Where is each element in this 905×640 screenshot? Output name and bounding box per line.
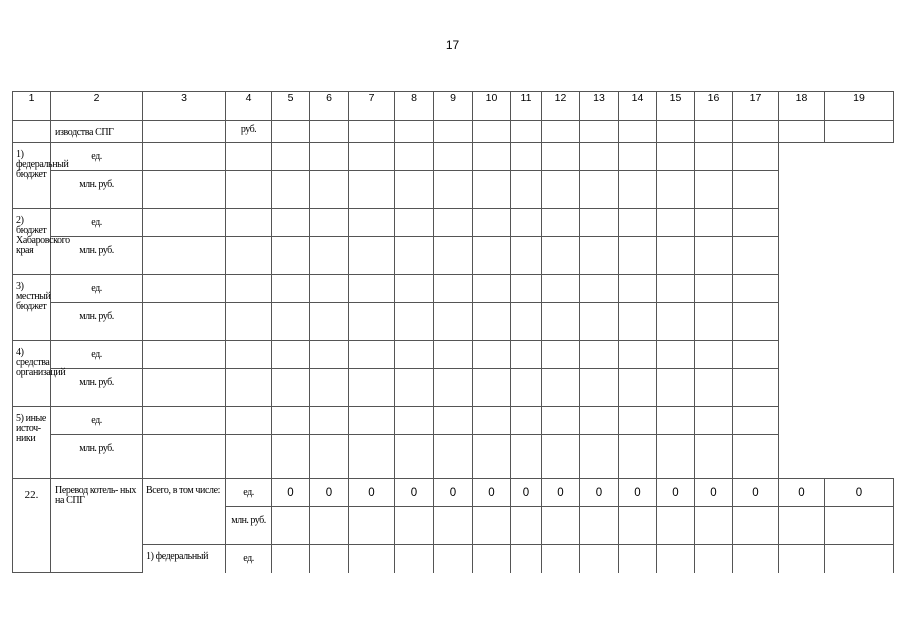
value-cell bbox=[779, 507, 825, 545]
column-header: 8 bbox=[395, 92, 434, 121]
value-cell bbox=[657, 303, 695, 341]
value-cell bbox=[733, 209, 779, 237]
unit-count: ед. bbox=[51, 275, 143, 303]
value-cell bbox=[434, 143, 473, 171]
value-cell bbox=[825, 121, 894, 143]
value-cell bbox=[272, 369, 310, 407]
value-cell bbox=[272, 143, 310, 171]
value-cell bbox=[226, 407, 272, 435]
value-cell bbox=[473, 237, 511, 275]
value-cell bbox=[511, 435, 542, 479]
value-cell bbox=[395, 121, 434, 143]
value-cell bbox=[657, 143, 695, 171]
column-header: 13 bbox=[580, 92, 619, 121]
value-cell bbox=[657, 275, 695, 303]
value-cell bbox=[349, 369, 395, 407]
value-cell bbox=[272, 121, 310, 143]
column-header: 11 bbox=[511, 92, 542, 121]
value-cell bbox=[473, 303, 511, 341]
value-cell: 0 bbox=[580, 479, 619, 507]
value-cell bbox=[226, 303, 272, 341]
unit-money: млн. руб. bbox=[226, 507, 272, 545]
value-cell bbox=[349, 171, 395, 209]
value-cell: 0 bbox=[511, 479, 542, 507]
value-cell bbox=[580, 341, 619, 369]
value-cell bbox=[580, 545, 619, 573]
value-cell bbox=[733, 435, 779, 479]
value-cell bbox=[272, 303, 310, 341]
column-header: 12 bbox=[542, 92, 580, 121]
value-cell bbox=[511, 545, 542, 573]
value-cell bbox=[143, 171, 226, 209]
value-cell bbox=[434, 237, 473, 275]
value-cell bbox=[349, 209, 395, 237]
unit-count: ед. bbox=[226, 479, 272, 507]
value-cell bbox=[272, 507, 310, 545]
value-cell bbox=[542, 507, 580, 545]
funding-source-label: 3) местный бюджет bbox=[13, 275, 51, 341]
value-cell bbox=[395, 237, 434, 275]
value-cell bbox=[695, 143, 733, 171]
column-header: 2 bbox=[51, 92, 143, 121]
value-cell bbox=[434, 209, 473, 237]
value-cell bbox=[473, 545, 511, 573]
value-cell bbox=[511, 237, 542, 275]
value-cell bbox=[542, 237, 580, 275]
value-cell bbox=[619, 303, 657, 341]
value-cell bbox=[542, 407, 580, 435]
value-cell bbox=[143, 435, 226, 479]
value-cell bbox=[349, 407, 395, 435]
value-cell bbox=[143, 369, 226, 407]
value-cell bbox=[511, 121, 542, 143]
value-cell bbox=[733, 369, 779, 407]
column-header: 7 bbox=[349, 92, 395, 121]
value-cell bbox=[733, 507, 779, 545]
funding-source-label: 1) федеральный бюджет bbox=[13, 143, 51, 209]
value-cell bbox=[619, 407, 657, 435]
value-cell bbox=[657, 341, 695, 369]
column-header: 6 bbox=[310, 92, 349, 121]
value-cell bbox=[825, 545, 894, 573]
value-cell bbox=[619, 209, 657, 237]
value-cell bbox=[395, 507, 434, 545]
value-cell bbox=[143, 237, 226, 275]
value-cell bbox=[473, 507, 511, 545]
value-cell bbox=[310, 369, 349, 407]
value-cell bbox=[657, 237, 695, 275]
value-cell bbox=[619, 435, 657, 479]
column-header: 14 bbox=[619, 92, 657, 121]
unit-count: ед. bbox=[226, 545, 272, 573]
value-cell bbox=[395, 275, 434, 303]
value-cell bbox=[657, 407, 695, 435]
value-cell bbox=[580, 303, 619, 341]
value-cell bbox=[349, 237, 395, 275]
value-cell bbox=[349, 341, 395, 369]
value-cell bbox=[542, 341, 580, 369]
value-cell: 0 bbox=[473, 479, 511, 507]
value-cell bbox=[143, 143, 226, 171]
value-cell bbox=[310, 121, 349, 143]
value-cell bbox=[143, 209, 226, 237]
value-cell bbox=[733, 237, 779, 275]
value-cell bbox=[473, 407, 511, 435]
value-cell bbox=[542, 275, 580, 303]
value-cell bbox=[580, 209, 619, 237]
column-header: 16 bbox=[695, 92, 733, 121]
unit-money: млн. руб. bbox=[51, 303, 143, 341]
unit-money: млн. руб. bbox=[51, 171, 143, 209]
value-cell bbox=[143, 275, 226, 303]
value-cell bbox=[511, 275, 542, 303]
value-cell bbox=[434, 369, 473, 407]
value-cell bbox=[434, 303, 473, 341]
value-cell bbox=[473, 435, 511, 479]
column-header: 17 bbox=[733, 92, 779, 121]
value-cell bbox=[395, 435, 434, 479]
unit-count: ед. bbox=[51, 209, 143, 237]
value-cell bbox=[226, 143, 272, 171]
value-cell: 0 bbox=[542, 479, 580, 507]
value-cell bbox=[580, 237, 619, 275]
value-cell bbox=[349, 275, 395, 303]
value-cell: 0 bbox=[310, 479, 349, 507]
value-cell bbox=[226, 171, 272, 209]
value-cell bbox=[695, 507, 733, 545]
value-cell bbox=[733, 275, 779, 303]
value-cell bbox=[310, 303, 349, 341]
column-header: 9 bbox=[434, 92, 473, 121]
value-cell bbox=[473, 121, 511, 143]
value-cell bbox=[434, 407, 473, 435]
value-cell bbox=[695, 303, 733, 341]
value-cell bbox=[657, 209, 695, 237]
value-cell: 0 bbox=[395, 479, 434, 507]
value-cell bbox=[695, 209, 733, 237]
value-cell bbox=[511, 407, 542, 435]
value-cell bbox=[511, 303, 542, 341]
value-cell bbox=[619, 171, 657, 209]
value-cell bbox=[473, 369, 511, 407]
value-cell bbox=[695, 275, 733, 303]
value-cell bbox=[272, 435, 310, 479]
value-cell bbox=[395, 369, 434, 407]
value-cell bbox=[395, 545, 434, 573]
value-cell bbox=[473, 275, 511, 303]
value-cell bbox=[580, 435, 619, 479]
value-cell bbox=[619, 143, 657, 171]
value-cell bbox=[395, 143, 434, 171]
value-cell bbox=[395, 407, 434, 435]
value-cell: 0 bbox=[695, 479, 733, 507]
column-header: 5 bbox=[272, 92, 310, 121]
value-cell bbox=[473, 209, 511, 237]
value-cell bbox=[226, 435, 272, 479]
value-cell bbox=[226, 275, 272, 303]
value-cell bbox=[349, 435, 395, 479]
value-cell bbox=[580, 407, 619, 435]
value-cell bbox=[272, 341, 310, 369]
value-cell bbox=[695, 407, 733, 435]
header-row bbox=[13, 92, 894, 121]
value-cell bbox=[619, 275, 657, 303]
value-cell bbox=[580, 275, 619, 303]
value-cell bbox=[542, 209, 580, 237]
value-cell bbox=[310, 275, 349, 303]
value-cell bbox=[695, 121, 733, 143]
value-cell bbox=[619, 121, 657, 143]
value-cell bbox=[226, 369, 272, 407]
value-cell bbox=[272, 275, 310, 303]
value-cell bbox=[272, 545, 310, 573]
value-cell bbox=[542, 121, 580, 143]
value-cell: 0 bbox=[619, 479, 657, 507]
value-cell bbox=[657, 507, 695, 545]
value-cell bbox=[580, 121, 619, 143]
value-cell bbox=[825, 507, 894, 545]
value-cell bbox=[695, 435, 733, 479]
value-cell bbox=[580, 143, 619, 171]
value-cell bbox=[434, 507, 473, 545]
value-cell bbox=[657, 369, 695, 407]
funding-source-label: 4) средства организаций bbox=[13, 341, 51, 407]
value-cell bbox=[143, 407, 226, 435]
value-cell: 0 bbox=[657, 479, 695, 507]
value-cell bbox=[473, 143, 511, 171]
value-cell bbox=[619, 545, 657, 573]
funding-source-label: 2) бюджет Хабаровского края bbox=[13, 209, 51, 275]
program-table bbox=[12, 91, 894, 573]
value-cell bbox=[310, 171, 349, 209]
column-header: 3 bbox=[143, 92, 226, 121]
column-header: 10 bbox=[473, 92, 511, 121]
value-cell bbox=[580, 171, 619, 209]
value-cell bbox=[733, 407, 779, 435]
unit-money: млн. руб. bbox=[51, 237, 143, 275]
value-cell bbox=[395, 341, 434, 369]
value-cell bbox=[733, 143, 779, 171]
value-cell bbox=[143, 303, 226, 341]
funding-source-label: 1) федеральный bbox=[143, 545, 226, 573]
value-cell bbox=[272, 407, 310, 435]
value-cell bbox=[434, 171, 473, 209]
value-cell bbox=[695, 237, 733, 275]
value-cell bbox=[733, 545, 779, 573]
measure-name: Перевод котель- ных на СПГ bbox=[51, 479, 143, 573]
value-cell: 0 bbox=[434, 479, 473, 507]
value-cell bbox=[310, 237, 349, 275]
value-cell bbox=[542, 435, 580, 479]
value-cell bbox=[657, 545, 695, 573]
value-cell bbox=[542, 369, 580, 407]
value-cell: 0 bbox=[349, 479, 395, 507]
value-cell bbox=[733, 303, 779, 341]
value-cell bbox=[310, 341, 349, 369]
unit-count: ед. bbox=[51, 341, 143, 369]
value-cell bbox=[619, 369, 657, 407]
value-cell bbox=[511, 143, 542, 171]
value-cell bbox=[657, 171, 695, 209]
value-cell bbox=[395, 209, 434, 237]
value-cell bbox=[143, 341, 226, 369]
value-cell bbox=[619, 237, 657, 275]
value-cell bbox=[619, 341, 657, 369]
value-cell bbox=[310, 545, 349, 573]
value-cell bbox=[310, 435, 349, 479]
value-cell bbox=[733, 171, 779, 209]
value-cell bbox=[542, 171, 580, 209]
column-header: 15 bbox=[657, 92, 695, 121]
value-cell bbox=[310, 209, 349, 237]
value-cell bbox=[434, 341, 473, 369]
value-cell bbox=[657, 435, 695, 479]
row-number: 22. bbox=[13, 479, 51, 573]
value-cell: 0 bbox=[272, 479, 310, 507]
value-cell: 0 bbox=[825, 479, 894, 507]
value-cell bbox=[226, 341, 272, 369]
value-cell bbox=[272, 209, 310, 237]
value-cell bbox=[779, 121, 825, 143]
value-cell bbox=[511, 171, 542, 209]
value-cell bbox=[310, 507, 349, 545]
column-header: 1 bbox=[13, 92, 51, 121]
value-cell bbox=[542, 143, 580, 171]
unit-count: ед. bbox=[51, 407, 143, 435]
value-cell bbox=[434, 275, 473, 303]
value-cell bbox=[349, 121, 395, 143]
source-cell bbox=[143, 121, 226, 143]
value-cell bbox=[226, 209, 272, 237]
value-cell bbox=[349, 143, 395, 171]
value-cell bbox=[434, 435, 473, 479]
row-number-cell bbox=[13, 121, 51, 143]
value-cell bbox=[657, 121, 695, 143]
value-cell bbox=[733, 341, 779, 369]
value-cell bbox=[473, 171, 511, 209]
unit-count: ед. bbox=[51, 143, 143, 171]
value-cell bbox=[511, 369, 542, 407]
value-cell: 0 bbox=[733, 479, 779, 507]
value-cell bbox=[349, 545, 395, 573]
funding-source-label: 5) иные источ- ники bbox=[13, 407, 51, 479]
total-label: Всего, в том числе: bbox=[143, 479, 226, 545]
value-cell bbox=[542, 545, 580, 573]
value-cell bbox=[779, 545, 825, 573]
value-cell bbox=[580, 369, 619, 407]
value-cell bbox=[511, 341, 542, 369]
value-cell bbox=[434, 121, 473, 143]
value-cell bbox=[226, 237, 272, 275]
value-cell: 0 bbox=[779, 479, 825, 507]
column-header: 4 bbox=[226, 92, 272, 121]
value-cell bbox=[395, 303, 434, 341]
value-cell bbox=[580, 507, 619, 545]
value-cell bbox=[272, 171, 310, 209]
unit-cell: руб. bbox=[226, 121, 272, 143]
value-cell bbox=[473, 341, 511, 369]
value-cell bbox=[434, 545, 473, 573]
value-cell bbox=[619, 507, 657, 545]
value-cell bbox=[272, 237, 310, 275]
value-cell bbox=[733, 121, 779, 143]
value-cell bbox=[310, 407, 349, 435]
value-cell bbox=[695, 171, 733, 209]
value-cell bbox=[695, 341, 733, 369]
value-cell bbox=[349, 303, 395, 341]
value-cell bbox=[695, 545, 733, 573]
unit-money: млн. руб. bbox=[51, 435, 143, 479]
column-header: 18 bbox=[779, 92, 825, 121]
value-cell bbox=[511, 507, 542, 545]
value-cell bbox=[349, 507, 395, 545]
value-cell bbox=[511, 209, 542, 237]
unit-money: млн. руб. bbox=[51, 369, 143, 407]
value-cell bbox=[695, 369, 733, 407]
measure-name: изводства СПГ bbox=[51, 121, 143, 143]
value-cell bbox=[310, 143, 349, 171]
page-number: 17 bbox=[445, 38, 460, 52]
value-cell bbox=[395, 171, 434, 209]
value-cell bbox=[542, 303, 580, 341]
column-header: 19 bbox=[825, 92, 894, 121]
